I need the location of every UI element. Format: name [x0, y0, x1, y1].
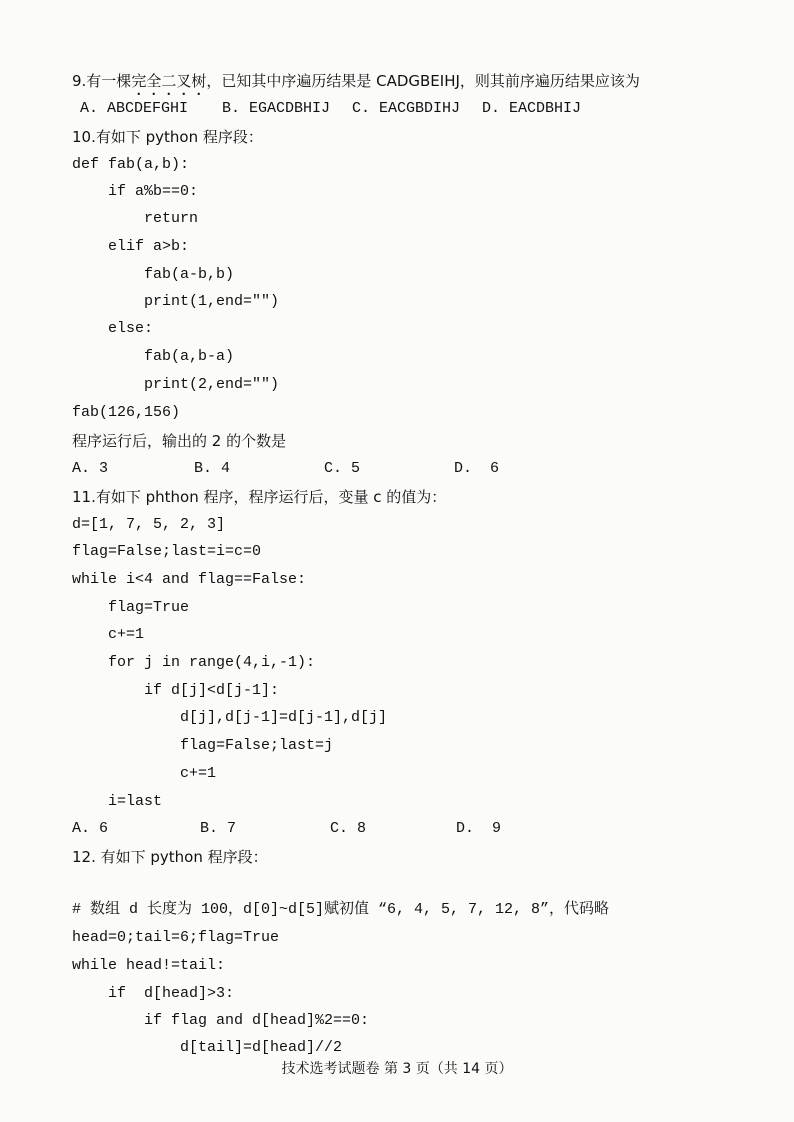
q11-options: [72, 818, 712, 840]
code-line: flag=False;last=j: [72, 737, 334, 754]
q11-option-c: C. 8: [330, 820, 367, 837]
code-line: head=0;tail=6;flag=True: [72, 929, 280, 946]
q9-stem: [72, 70, 640, 99]
code-line: print(1,end=""): [72, 293, 280, 310]
q9-stem-emphasis: 完全二叉树: [131, 72, 207, 90]
code-line: i=last: [72, 793, 163, 810]
code-line: d=[1, 7, 5, 2, 3]: [72, 516, 226, 533]
q11-option-a: A. 6: [72, 820, 109, 837]
code-line: if d[head]>3:: [72, 985, 235, 1002]
code-line: elif a>b:: [72, 238, 190, 255]
q9-stem-suffix: ，已知其中序遍历结果是 CADGBEIHJ，则其前序遍历结果应该为: [206, 72, 640, 90]
code-line: flag=False;last=i=c=0: [72, 543, 262, 560]
code-line: else:: [72, 320, 154, 337]
q10-options: [72, 458, 712, 480]
code-line: fab(a,b-a): [72, 348, 235, 365]
code-line: c+=1: [72, 626, 145, 643]
code-line: while i<4 and flag==False:: [72, 571, 307, 588]
code-line: for j in range(4,i,-1):: [72, 654, 316, 671]
code-line: print(2,end=""): [72, 376, 280, 393]
q11-stem: 11.有如下 phthon 程序，程序运行后，变量 c 的值为：: [72, 488, 447, 506]
q10-question: 程序运行后，输出的 2 的个数是: [72, 432, 287, 450]
code-line: def fab(a,b):: [72, 156, 190, 173]
code-line: d[j],d[j-1]=d[j-1],d[j]: [72, 709, 388, 726]
q10-option-c: C. 5: [324, 460, 361, 477]
q9-option-c: C. EACGBDIHJ: [352, 100, 461, 117]
q11-option-b: B. 7: [200, 820, 237, 837]
code-line: while head!=tail:: [72, 957, 226, 974]
q10-option-b: B. 4: [194, 460, 231, 477]
code-line: c+=1: [72, 765, 217, 782]
q9-options: [80, 98, 720, 120]
q10-stem: 10.有如下 python 程序段：: [72, 128, 263, 146]
code-line: fab(a-b,b): [72, 266, 235, 283]
q9-option-a: A. ABCDEFGHI: [80, 100, 189, 117]
code-line: # 数组 d 长度为 100，d[0]~d[5]赋初值 “6, 4, 5, 7, 12, 8”，代码略: [72, 901, 610, 918]
q11-option-d: D. 9: [456, 820, 502, 837]
q10-option-d: D. 6: [454, 460, 500, 477]
code-line: if a%b==0:: [72, 183, 199, 200]
code-line: if flag and d[head]%2==0:: [72, 1012, 370, 1029]
code-line: if d[j]<d[j-1]:: [72, 682, 280, 699]
q10-option-a: A. 3: [72, 460, 109, 477]
q9-stem-prefix: 9.有一棵: [72, 72, 132, 90]
q12-stem: 12. 有如下 python 程序段：: [72, 848, 268, 866]
q9-option-b: B. EGACDBHIJ: [222, 100, 331, 117]
code-line: flag=True: [72, 599, 190, 616]
code-line: d[tail]=d[head]//2: [72, 1039, 343, 1056]
q9-option-d: D. EACDBHIJ: [482, 100, 582, 117]
code-line: return: [72, 210, 199, 227]
code-line: fab(126,156): [72, 404, 181, 421]
page-footer: 技术选考试题卷 第 3 页（共 14 页）: [281, 1061, 513, 1077]
